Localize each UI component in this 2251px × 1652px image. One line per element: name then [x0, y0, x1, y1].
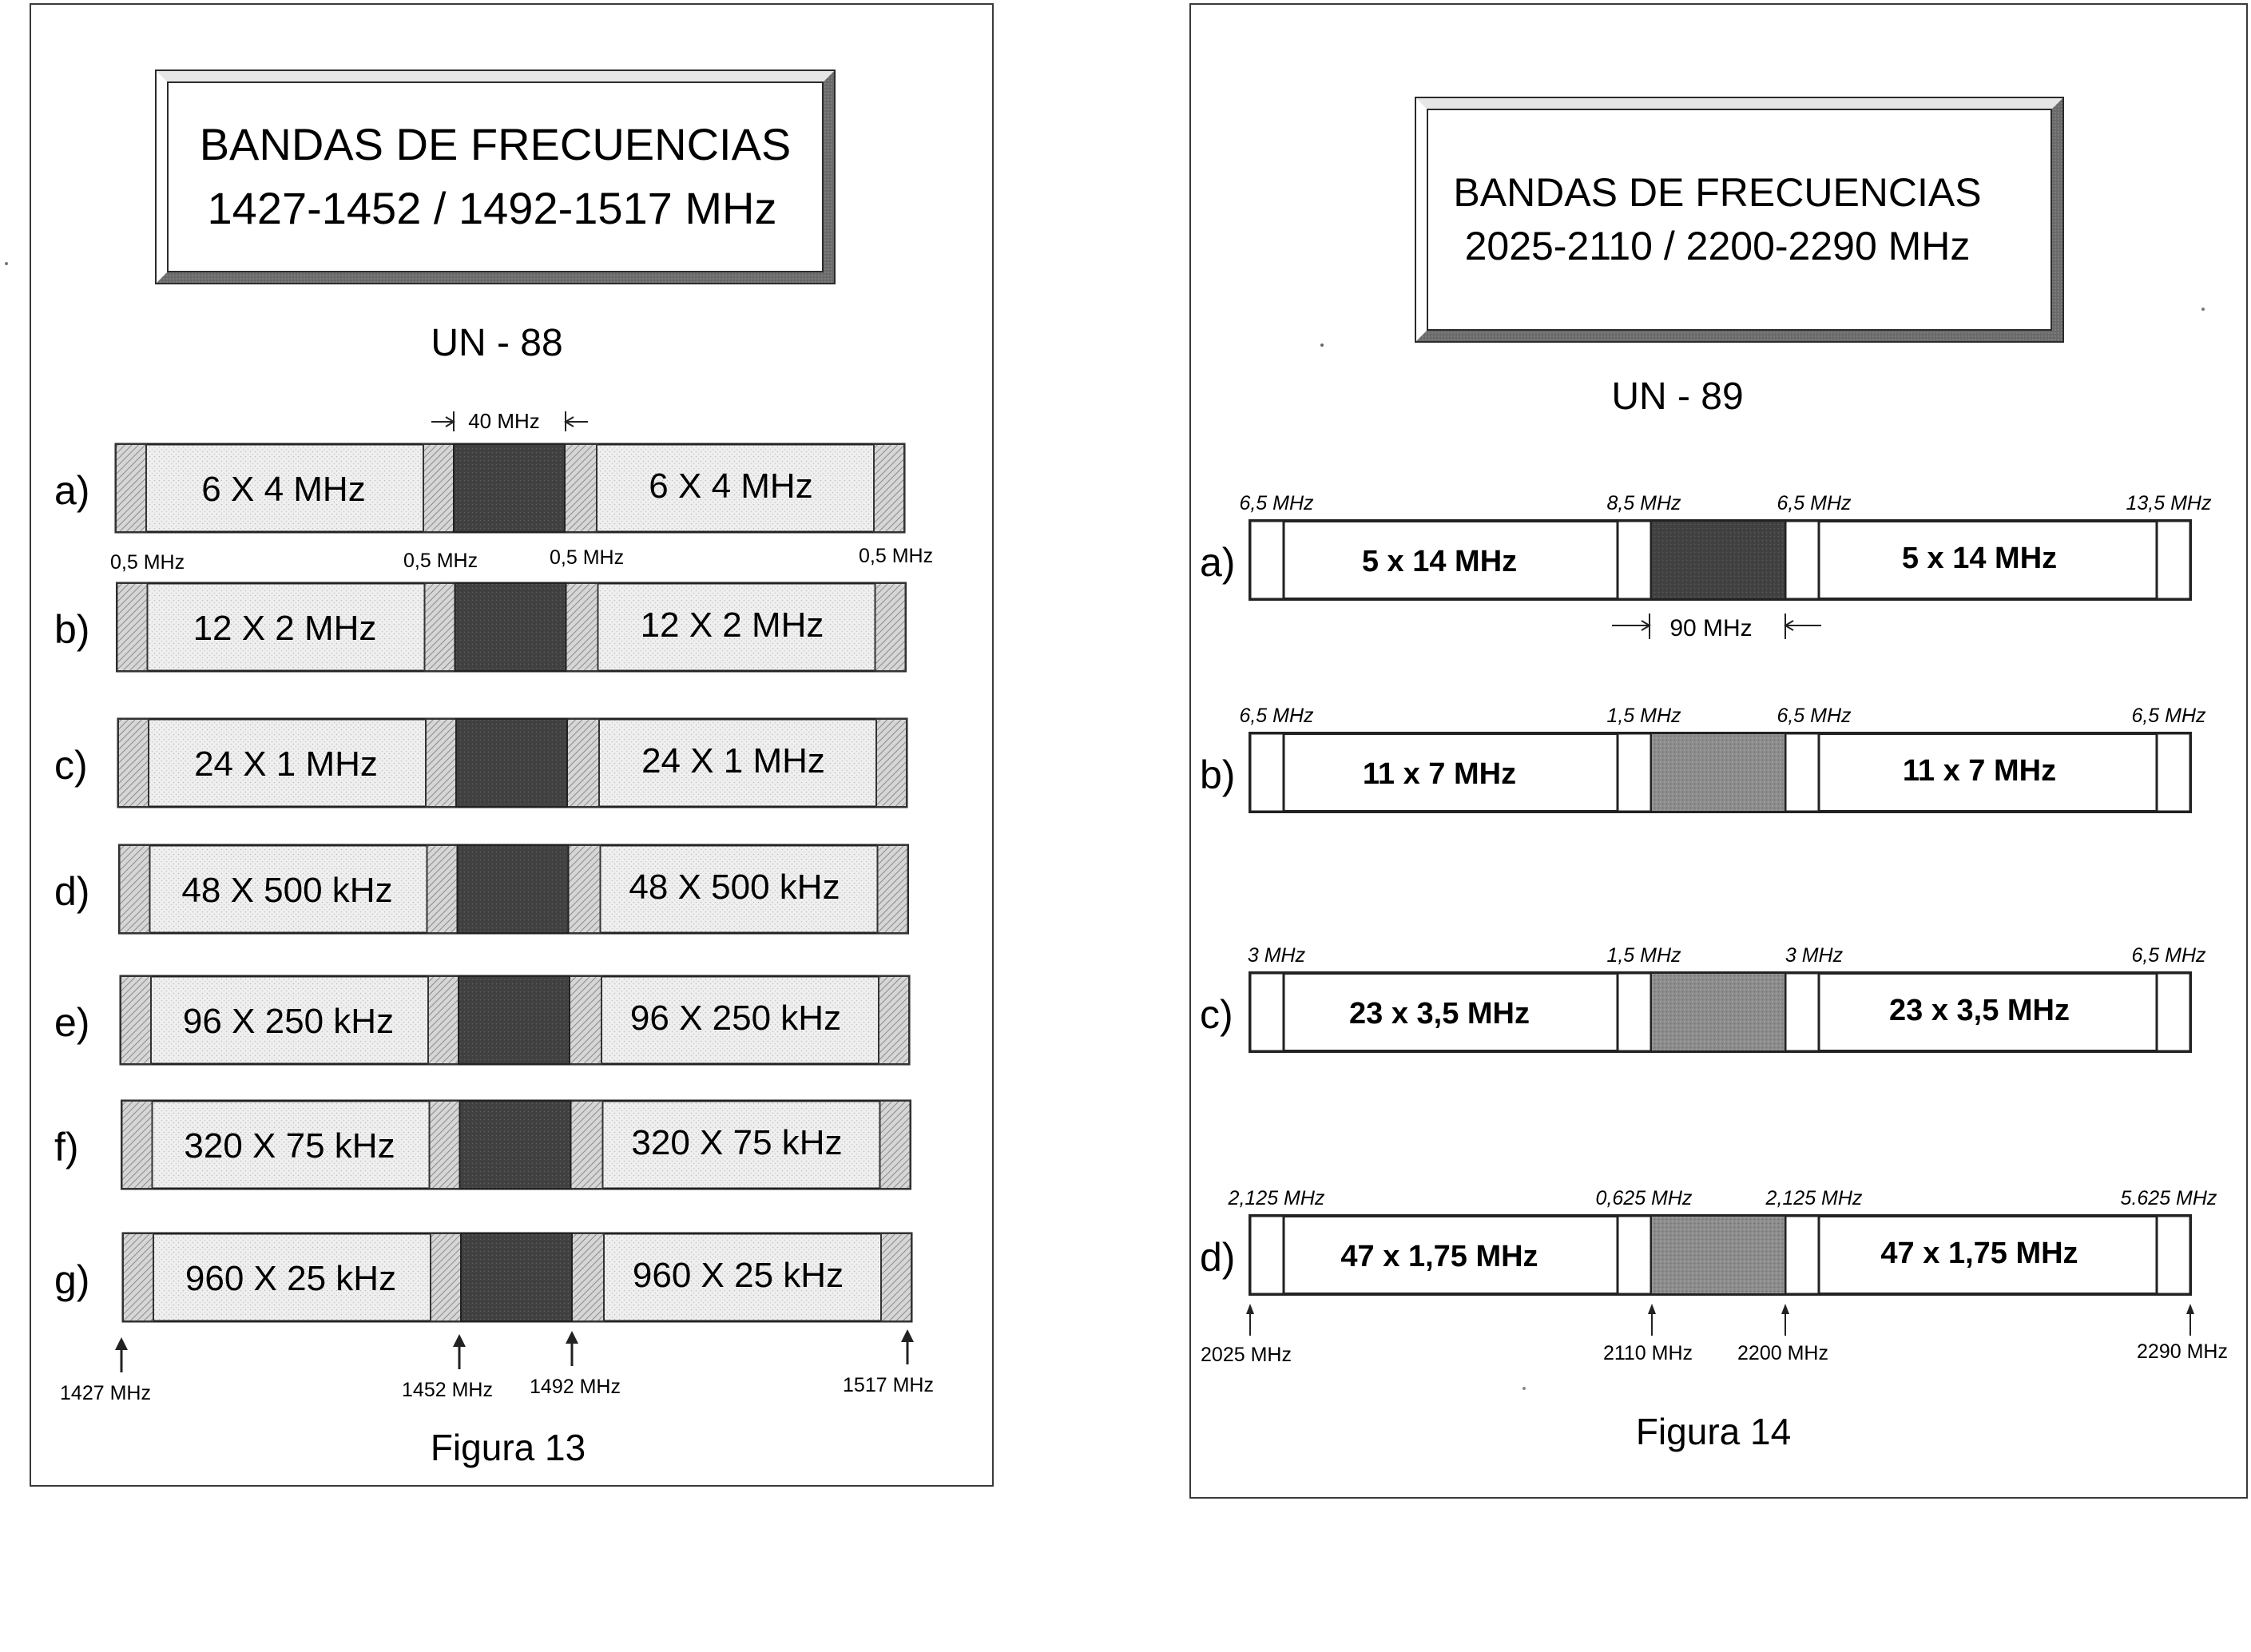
- band-left-label: 960 X 25 kHz: [185, 1259, 397, 1298]
- figure-13-guard-label: 0,5 MHz: [403, 550, 478, 572]
- duplex-gap: [459, 976, 570, 1064]
- band-right-label: 24 X 1 MHz: [641, 741, 825, 780]
- guard-band: [1785, 973, 1819, 1051]
- band-left-label: 320 X 75 kHz: [184, 1126, 395, 1166]
- duplex-gap: [458, 845, 569, 933]
- figure-13-gap-label: 40 MHz: [468, 409, 540, 433]
- figure-14-caption: Figura 14: [1635, 1411, 1792, 1452]
- band-right-label: 6 X 4 MHz: [649, 467, 813, 506]
- guard-band: [1785, 733, 1819, 812]
- frequency-marker-label: 2290 MHz: [2137, 1340, 2228, 1363]
- frequency-marker-label: 1492 MHz: [530, 1376, 621, 1398]
- row-letter: c): [1200, 992, 1233, 1037]
- figure-13-title-line2: 1427-1452 / 1492-1517 MHz: [207, 183, 777, 233]
- guard-band: [1618, 1216, 1651, 1294]
- band-right-label: 96 X 250 kHz: [629, 999, 842, 1038]
- guard-band: [880, 1101, 911, 1189]
- figure-13-guard-label: 0,5 MHz: [550, 546, 625, 569]
- guard-band: [426, 719, 456, 807]
- guard-band: [430, 1101, 460, 1189]
- band-left-label: 47 x 1,75 MHz: [1340, 1240, 1538, 1273]
- guard-band: [571, 1101, 603, 1189]
- duplex-gap: [456, 719, 567, 807]
- band-right-label: 960 X 25 kHz: [632, 1256, 844, 1295]
- row-letter: e): [54, 1000, 90, 1045]
- guard-label: 8,5 MHz: [1606, 492, 1681, 514]
- guard-band: [881, 1233, 911, 1321]
- guard-band: [428, 976, 459, 1064]
- guard-band: [878, 845, 908, 933]
- figure-14-title-line2: 2025-2110 / 2200-2290 MHz: [1464, 224, 1971, 268]
- guard-band: [423, 444, 454, 532]
- duplex-gap: [1651, 1216, 1785, 1294]
- guard-label: 1,5 MHz: [1606, 705, 1681, 727]
- row-letter: g): [54, 1257, 90, 1302]
- guard-band: [1618, 973, 1651, 1051]
- row-letter: a): [1200, 540, 1236, 585]
- band-right-label: 47 x 1,75 MHz: [1880, 1237, 2078, 1270]
- duplex-gap: [455, 583, 566, 671]
- guard-label: 3 MHz: [1785, 944, 1844, 967]
- band-right-label: 11 x 7 MHz: [1902, 754, 2057, 788]
- guard-band: [122, 1101, 153, 1189]
- guard-band: [120, 845, 150, 933]
- band-right-label: 5 x 14 MHz: [1901, 542, 2058, 575]
- figure-14-recommendation: UN - 89: [1611, 375, 1744, 418]
- figure-13-title-line1: BANDAS DE FRECUENCIAS: [199, 119, 792, 169]
- guard-band: [1250, 521, 1284, 599]
- guard-band: [1785, 521, 1819, 599]
- band-left-label: 5 x 14 MHz: [1361, 545, 1518, 578]
- guard-band: [566, 583, 598, 671]
- guard-band: [425, 583, 455, 671]
- guard-label: 3 MHz: [1247, 944, 1306, 967]
- duplex-gap: [1651, 733, 1785, 812]
- band-row: [54, 1101, 911, 1189]
- row-letter: f): [54, 1125, 79, 1170]
- guard-band: [1250, 1216, 1284, 1294]
- guard-band: [569, 845, 601, 933]
- guard-band: [431, 1233, 461, 1321]
- figure-13-caption: Figura 13: [430, 1427, 586, 1468]
- row-letter: b): [1200, 753, 1236, 797]
- guard-label: 1,5 MHz: [1606, 944, 1681, 967]
- guard-band: [874, 444, 904, 532]
- guard-band: [2157, 973, 2190, 1051]
- band-left-label: 23 x 3,5 MHz: [1349, 997, 1530, 1031]
- figure-14: [1190, 4, 2247, 1498]
- row-letter: d): [54, 869, 90, 914]
- guard-band: [879, 976, 909, 1064]
- duplex-gap: [454, 444, 565, 532]
- band-row: [54, 976, 909, 1064]
- guard-band: [117, 583, 148, 671]
- guard-band: [572, 1233, 604, 1321]
- figure-13-recommendation: UN - 88: [431, 322, 563, 364]
- band-left-label: 11 x 7 MHz: [1362, 757, 1517, 791]
- row-letter: a): [54, 468, 90, 513]
- guard-label: 13,5 MHz: [2126, 492, 2212, 514]
- guard-band: [876, 719, 907, 807]
- band-row: [54, 583, 906, 671]
- guard-band: [121, 976, 151, 1064]
- band-right-label: 320 X 75 kHz: [631, 1123, 843, 1162]
- guard-label: 6,5 MHz: [1239, 492, 1314, 514]
- band-left-label: 12 X 2 MHz: [193, 609, 377, 648]
- figure-13: [30, 4, 993, 1486]
- band-left-label: 96 X 250 kHz: [182, 1002, 395, 1041]
- band-row: [54, 845, 908, 933]
- frequency-marker-label: 2110 MHz: [1602, 1342, 1693, 1364]
- guard-band: [2157, 733, 2190, 812]
- band-left-label: 24 X 1 MHz: [194, 745, 378, 784]
- guard-band: [427, 845, 458, 933]
- guard-label: 6,5 MHz: [2131, 705, 2206, 727]
- frequency-marker-label: 1452 MHz: [402, 1379, 493, 1401]
- band-row: [54, 1233, 911, 1321]
- band-right-label: 23 x 3,5 MHz: [1889, 994, 2070, 1027]
- guard-band: [118, 719, 149, 807]
- frequency-marker-label: 2200 MHz: [1737, 1342, 1828, 1364]
- band-row: [54, 444, 904, 532]
- guard-label: 6,5 MHz: [1239, 705, 1314, 727]
- guard-band: [565, 444, 597, 532]
- duplex-gap: [461, 1233, 572, 1321]
- guard-band: [2157, 1216, 2190, 1294]
- guard-band: [875, 583, 906, 671]
- band-left-label: 6 X 4 MHz: [201, 470, 366, 509]
- guard-band: [1250, 733, 1284, 812]
- frequency-marker-label: 1427 MHz: [60, 1382, 151, 1404]
- duplex-gap: [1651, 973, 1785, 1051]
- guard-band: [123, 1233, 153, 1321]
- guard-label: 6,5 MHz: [1777, 705, 1852, 727]
- guard-band: [116, 444, 146, 532]
- guard-band: [1618, 733, 1651, 812]
- guard-band: [1250, 973, 1284, 1051]
- band-right-label: 12 X 2 MHz: [640, 606, 824, 645]
- figure-14-title-box: [1415, 97, 2063, 342]
- guard-label: 5.625 MHz: [2120, 1187, 2217, 1209]
- row-letter: c): [54, 743, 88, 788]
- guard-band: [2157, 521, 2190, 599]
- frequency-marker-label: 2025 MHz: [1201, 1344, 1292, 1366]
- guard-band: [570, 976, 601, 1064]
- figure-14-title-line1: BANDAS DE FRECUENCIAS: [1453, 170, 1982, 215]
- guard-label: 2,125 MHz: [1765, 1187, 1863, 1209]
- figure-13-title-box: [156, 70, 835, 284]
- guard-label: 6,5 MHz: [1777, 492, 1852, 514]
- band-right-label: 48 X 500 kHz: [629, 868, 840, 907]
- guard-band: [1618, 521, 1651, 599]
- guard-band: [1785, 1216, 1819, 1294]
- figure-13-guard-label: 0,5 MHz: [859, 545, 934, 567]
- frequency-marker-label: 1517 MHz: [843, 1374, 934, 1396]
- figure-13-guard-label: 0,5 MHz: [110, 551, 185, 574]
- band-row: [54, 719, 907, 807]
- duplex-gap: [1651, 521, 1785, 599]
- band-left-label: 48 X 500 kHz: [181, 871, 393, 910]
- guard-label: 2,125 MHz: [1228, 1187, 1325, 1209]
- row-letter: d): [1200, 1235, 1236, 1280]
- guard-label: 6,5 MHz: [2131, 944, 2206, 967]
- row-letter: b): [54, 607, 90, 652]
- duplex-gap: [460, 1101, 571, 1189]
- guard-label: 0,625 MHz: [1595, 1187, 1693, 1209]
- figure-14-gap-label: 90 MHz: [1669, 615, 1753, 641]
- guard-band: [567, 719, 599, 807]
